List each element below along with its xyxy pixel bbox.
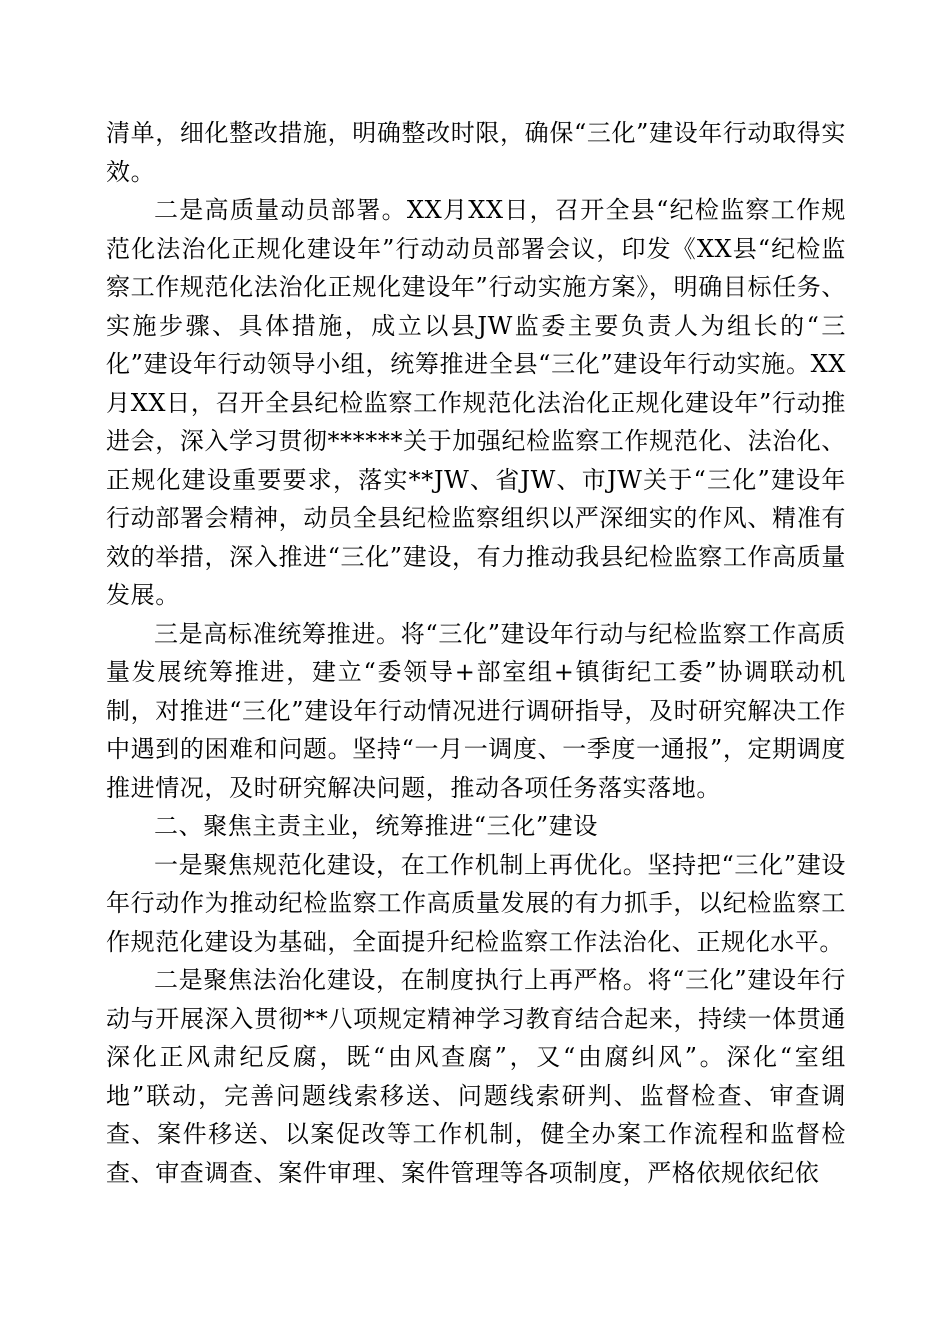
paragraph-standardization: 一是聚焦规范化建设，在工作机制上再优化。坚持把“三化”建设年行动作为推动纪检监察工作高质量发展的有力抓手，以纪检监察工作规范化建设为基础，全面提升纪检监察工作法治化、正规化水平。 xyxy=(106,850,846,956)
paragraph-mobilization: 二是高质量动员部署。XX月XX日，召开全县“纪检监察工作规范化法治化正规化建设年”行动动员部署会议，印发《XX县“纪检监察工作规范化法治化正规化建设年”行动实施方案》，明确目标任务、实施步骤、具体措施，成立以县JW监委主要负责人为组长的“三化”建设年行动领导小组，统筹推进全县“三化”建设年行动实施。XX月XX日，召开全县纪检监察工作规范化法治化正规化建设年”行动推进会，深入学习贯彻******关于加强纪检监察工作规范化、法治化、正规化建设重要要求，落实**JW、省JW、市JW关于“三化”建设年行动部署会精神，动员全县纪检监察组织以严深细实的作风、精准有效的举措，深入推进“三化”建设，有力推动我县纪检监察工作高质量发展。 xyxy=(106,196,846,609)
section-heading: 二、聚焦主责主业，统筹推进“三化”建设 xyxy=(154,812,598,840)
paragraph-rule-of-law: 二是聚焦法治化建设，在制度执行上再严格。将“三化”建设年行动与开展深入贯彻**八项规定精神学习教育结合起来，持续一体贯通深化正风肃纪反腐，既“由风查腐”，又“由腐纠风”。深化“室组地”联动，完善问题线索移送、问题线索研判、监督检查、审查调查、案件移送、以案促改等工作机制，健全办案工作流程和监督检查、审查调查、案件审理、案件管理等各项制度，严格依规依纪依 xyxy=(106,966,846,1187)
paragraph-continuation: 清单，细化整改措施，明确整改时限，确保“三化”建设年行动取得实效。 xyxy=(106,119,846,186)
document-body xyxy=(106,114,846,1192)
paragraph-coordination: 三是高标准统筹推进。将“三化”建设年行动与纪检监察工作高质量发展统筹推进，建立“委领导+部室组+镇街纪工委”协调联动机制，对推进“三化”建设年行动情况进行调研指导，及时研究解决工作中遇到的困难和问题。坚持“一月一调度、一季度一通报”，定期调度推进情况，及时研究解决问题，推动各项任务落实落地。 xyxy=(106,619,846,802)
